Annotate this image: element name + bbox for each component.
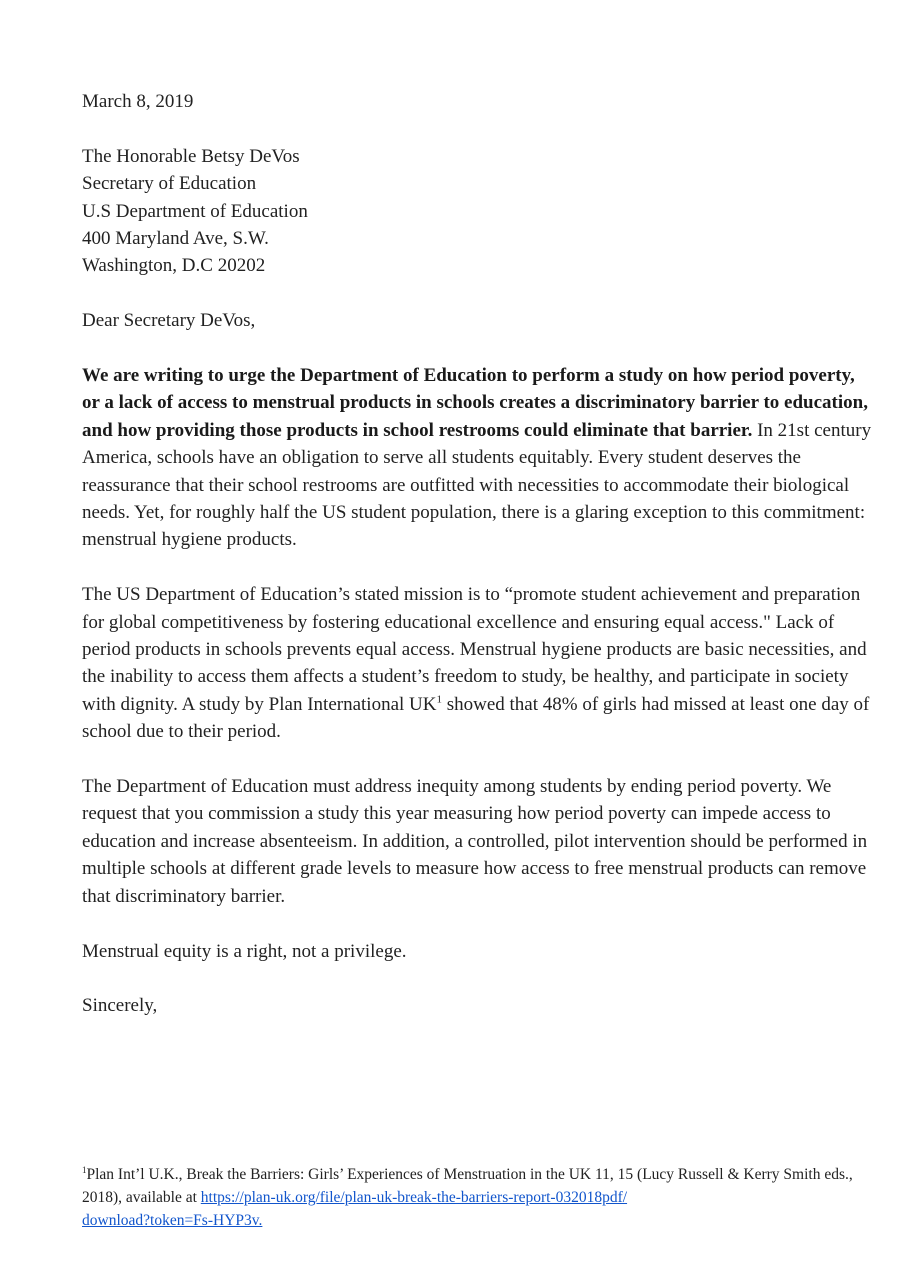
salutation: Dear Secretary DeVos,	[82, 310, 256, 332]
recipient-city: Washington, D.C 20202	[82, 255, 266, 277]
paragraph-1-body: In 21st century America, schools have an obligation to serve all students equitably. Every student deserves the reassurance that their school restrooms are outfitted with necessities to accommodate their biological needs. Yet, for roughly half the US student population, there is a glaring exception to this commitment: menstrual hygiene products.	[82, 419, 872, 551]
recipient-title: Secretary of Education	[82, 173, 257, 195]
paragraph-3: The Department of Education must address inequity among students by ending period poverty. We request that you commission a study this year measuring how period poverty can impede access to education and increase absenteeism. In addition, a controlled, pilot intervention should be performed in multiple schools at different grade levels to measure how access to free menstrual products can remove that discriminatory barrier.	[82, 776, 868, 907]
footnote-text: Plan Int’l U.K., Break the Barriers: Girls’ Experiences of Menstruation in the UK 11, 15 (Lucy Russell & Kerry Smith eds., 2018), available at	[82, 1166, 853, 1206]
paragraph-2-body-start: The US Department of Education’s stated mission is to “promote student achievement and preparation for global competitiveness by fostering educational excellence and ensuring equal access." Lack of period products in schools prevents equal access. Menstrual hygiene products are basic necessities, and the inability to access them affects a student’s freedom to study, be healthy, and participate in society with dignity. A study by Plan International UK	[82, 584, 867, 715]
paragraph-1	[82, 362, 872, 554]
footnote-link-part-2: download?token=Fs-HYP3v.	[82, 1212, 263, 1229]
footnote-marker: 1	[82, 1164, 87, 1175]
letter-date: March 8, 2019	[82, 91, 194, 112]
recipient-address	[82, 143, 872, 280]
footnote-reference: 1	[436, 693, 442, 706]
paragraph-1-bold-lead: We are writing to urge the Department of Education to perform a study on how period poverty, or a lack of access to menstrual products in schools creates a discriminatory barrier to education, and how providing those products in school restrooms could eliminate that barrier.	[82, 365, 868, 441]
closing: Sincerely,	[82, 995, 158, 1017]
recipient-department: U.S Department of Education	[82, 200, 308, 222]
footnote	[82, 1163, 872, 1232]
letter-body	[82, 88, 872, 1047]
paragraph-2-body-end: showed that 48% of girls had missed at least one day of school due to their period.	[82, 693, 870, 743]
recipient-street: 400 Maryland Ave, S.W.	[82, 228, 269, 250]
paragraph-2	[82, 581, 872, 745]
paragraph-4: Menstrual equity is a right, not a privilege.	[82, 940, 407, 962]
recipient-name: The Honorable Betsy DeVos	[82, 145, 300, 167]
footnote-link-part-1: https://plan-uk.org/file/plan-uk-break-the-barriers-report-032018pdf/	[200, 1189, 628, 1206]
